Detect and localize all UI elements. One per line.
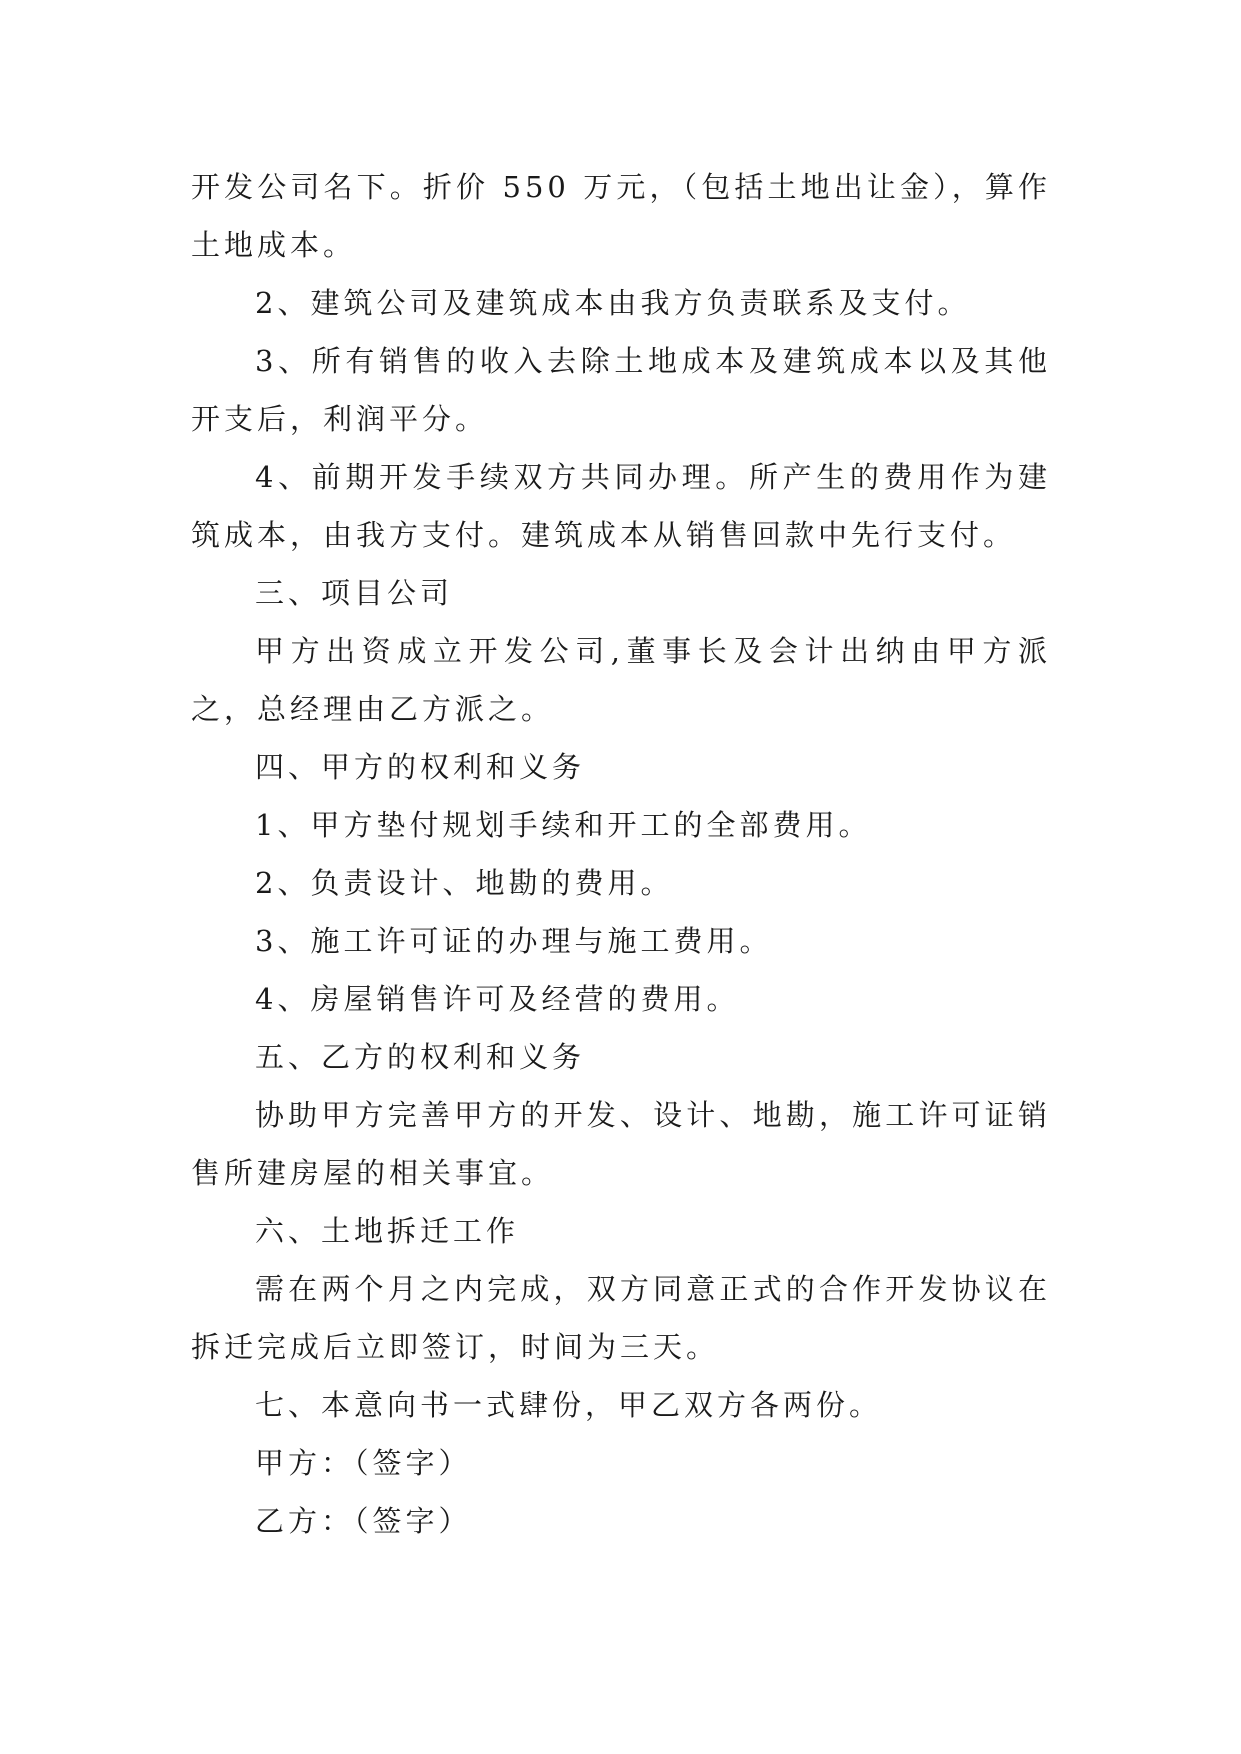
section-heading-party-a-rights: 四、甲方的权利和义务	[255, 750, 586, 784]
list-item-party-a-3: 3、施工许可证的办理与施工费用。	[255, 924, 773, 958]
paragraph-land-cost: 开发公司名下。折价 550 万元，（包括土地出让金），算作土地成本。	[191, 170, 1051, 262]
paragraph-demolition-terms: 需在两个月之内完成，双方同意正式的合作开发协议在拆迁完成后立即签订，时间为三天。	[191, 1272, 1051, 1364]
section-heading-demolition: 六、土地拆迁工作	[255, 1214, 520, 1248]
signature-party-b: 乙方：（签字）	[255, 1504, 472, 1538]
signature-party-a: 甲方：（签字）	[255, 1446, 472, 1480]
list-item-party-a-1: 1、甲方垫付规划手续和开工的全部费用。	[255, 808, 872, 842]
paragraph-profit-split: 3、所有销售的收入去除土地成本及建筑成本以及其他开支后，利润平分。	[191, 344, 1051, 436]
paragraph-company-establishment: 甲方出资成立开发公司,董事长及会计出纳由甲方派之，总经理由乙方派之。	[191, 634, 1051, 726]
section-heading-party-b-rights: 五、乙方的权利和义务	[255, 1040, 586, 1074]
paragraph-construction-cost: 2、建筑公司及建筑成本由我方负责联系及支付。	[255, 286, 971, 320]
document-body	[191, 158, 1051, 1550]
paragraph-copies: 七、本意向书一式肆份，甲乙双方各两份。	[255, 1388, 883, 1422]
list-item-party-a-2: 2、负责设计、地勘的费用。	[255, 866, 674, 900]
section-heading-project-company: 三、项目公司	[255, 576, 454, 610]
paragraph-preliminary-procedures: 4、前期开发手续双方共同办理。所产生的费用作为建筑成本，由我方支付。建筑成本从销售回款中先行支付。	[191, 460, 1051, 552]
paragraph-party-b-duties: 协助甲方完善甲方的开发、设计、地勘，施工许可证销售所建房屋的相关事宜。	[191, 1098, 1051, 1190]
list-item-party-a-4: 4、房屋销售许可及经营的费用。	[255, 982, 740, 1016]
